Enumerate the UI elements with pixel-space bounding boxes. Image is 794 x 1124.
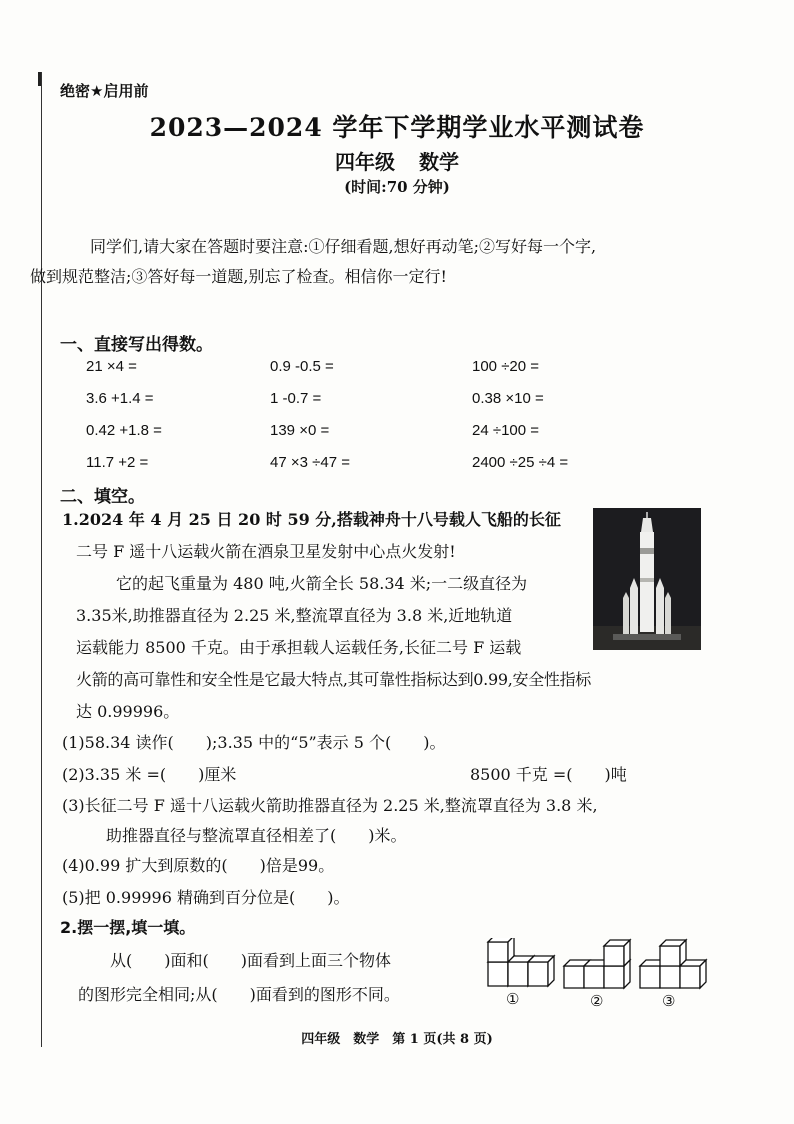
time-limit: (时间:70 分钟) xyxy=(344,178,450,196)
q1-line: 运载能力 8500 千克。由于承担载人运载任务,长征二号 F 运载 xyxy=(76,638,522,657)
figure-label-3: ③ xyxy=(662,992,676,1010)
sub-question-2b: 8500 千克 =( )吨 xyxy=(470,765,627,784)
q1-line: 二号 F 遥十八运载火箭在酒泉卫星发射中心点火发射! xyxy=(76,542,456,561)
calc-item: 0.9 -0.5 = xyxy=(270,358,334,375)
notice-line-1: 同学们,请大家在答题时要注意:①仔细看题,想好再动笔;②写好每一个字, xyxy=(90,237,597,256)
calc-item: 0.42 +1.8 = xyxy=(86,422,162,439)
exam-title: 2023—2024 学年下学期学业水平测试卷 xyxy=(149,113,645,142)
calc-item: 3.6 +1.4 = xyxy=(86,390,154,407)
grade-subject xyxy=(0,146,794,175)
section1-heading: 一、直接写出得数。 xyxy=(60,335,213,355)
question2-heading: 2.摆一摆,填一填。 xyxy=(60,918,196,937)
calc-item: 21 ×4 = xyxy=(86,358,137,375)
q1-line: 达 0.99996。 xyxy=(76,702,180,721)
figure-label-1: ① xyxy=(506,990,520,1008)
scan-edge-line xyxy=(41,72,42,1047)
calc-item: 0.38 ×10 = xyxy=(472,390,544,407)
cube-figure-3 xyxy=(640,940,706,988)
figure-label-2: ② xyxy=(590,992,604,1010)
page-footer: 四年级 数学 第 1 页(共 8 页) xyxy=(301,1032,493,1047)
cube-figure-2 xyxy=(564,940,630,988)
calc-item: 139 ×0 = xyxy=(270,422,330,439)
q2-line-2: 的图形完全相同;从( )面看到的图形不同。 xyxy=(78,985,400,1004)
calc-item: 2400 ÷25 ÷4 = xyxy=(472,454,569,471)
q1-line: 3.35米,助推器直径为 2.25 米,整流罩直径为 3.8 米,近地轨道 xyxy=(76,606,513,625)
rocket-photo xyxy=(593,508,701,650)
sub-question-1: (1)58.34 读作( );3.35 中的“5”表示 5 个( )。 xyxy=(62,733,446,752)
q1-line: 火箭的高可靠性和安全性是它最大特点,其可靠性指标达到0.99,安全性指标 xyxy=(76,670,591,689)
sub-question-3a: (3)长征二号 F 遥十八运载火箭助推器直径为 2.25 米,整流罩直径为 3.8 米, xyxy=(62,796,598,815)
confidential-label: 绝密★启用前 xyxy=(60,82,149,100)
section2-heading: 二、填空。 xyxy=(60,487,145,507)
scan-edge-mark xyxy=(38,72,41,86)
question1-text xyxy=(62,504,592,664)
calc-item: 24 ÷100 = xyxy=(472,422,540,439)
notice-paragraph xyxy=(30,232,740,292)
sub-question-5: (5)把 0.99996 精确到百分位是( )。 xyxy=(62,888,350,907)
calc-item: 1 -0.7 = xyxy=(270,390,322,407)
sub-question-4: (4)0.99 扩大到原数的( )倍是99。 xyxy=(62,856,335,875)
q1-line: 它的起飞重量为 480 吨,火箭全长 58.34 米;一二级直径为 xyxy=(116,574,528,593)
subject-label: 数学 xyxy=(419,150,459,174)
calc-item: 47 ×3 ÷47 = xyxy=(270,454,350,471)
calc-item: 11.7 +2 = xyxy=(86,454,149,471)
notice-line-2: 做到规范整洁;③答好每一道题,别忘了检查。相信你一定行! xyxy=(30,267,447,286)
q1-line: 1.2024 年 4 月 25 日 20 时 59 分,搭载神舟十八号载人飞船的长征 xyxy=(62,510,561,529)
cube-figure-1 xyxy=(488,938,554,986)
calc-item: 100 ÷20 = xyxy=(472,358,540,375)
question1-text-cont xyxy=(62,664,732,728)
grade-label: 四年级 xyxy=(335,150,395,174)
sub-question-3b: 助推器直径与整流罩直径相差了( )米。 xyxy=(106,826,407,845)
sub-question-2a: (2)3.35 米 =( )厘米 xyxy=(62,765,237,784)
q2-line-1: 从( )面和( )面看到上面三个物体 xyxy=(110,951,391,970)
